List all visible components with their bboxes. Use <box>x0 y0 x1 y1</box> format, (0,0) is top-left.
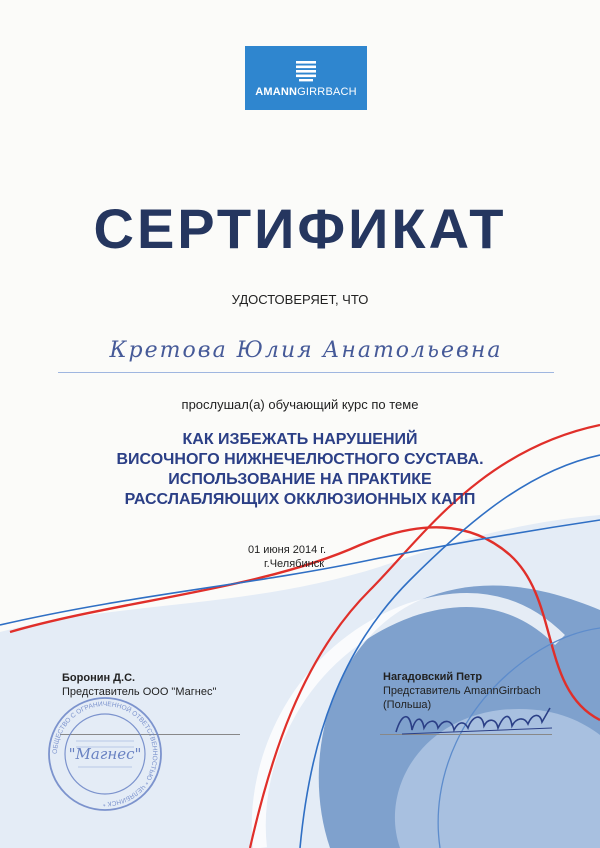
brand-logo <box>245 46 367 110</box>
issue-city: г.Челябинск <box>264 558 325 570</box>
certificate-title: СЕРТИФИКАТ <box>93 197 507 260</box>
course-title-line: ИСПОЛЬЗОВАНИЕ НА ПРАКТИКЕ <box>168 471 432 488</box>
recipient-name: Кретова Юлия Анатольевна <box>109 338 503 363</box>
handwritten-signature <box>392 702 562 742</box>
certifies-text: УДОСТОВЕРЯЕТ, ЧТО <box>231 292 369 307</box>
stamp-center-text: "Магнес" <box>68 745 142 763</box>
signatory-left-name: Боронин Д.С. <box>62 672 136 684</box>
company-stamp <box>46 695 164 813</box>
date-place <box>248 543 326 571</box>
signatory-right-role: Представитель AmannGirrbach <box>383 685 541 697</box>
course-title-line: РАССЛАБЛЯЮЩИХ ОККЛЮЗИОННЫХ КАПП <box>124 491 476 508</box>
logo-mark-icon <box>294 60 318 82</box>
course-intro: прослушал(а) обучающий курс по теме <box>181 397 419 412</box>
signatory-right-country: (Польша) <box>383 699 432 711</box>
issue-date: 01 июня 2014 г. <box>248 544 327 556</box>
signatory-right-name: Нагадовский Петр <box>383 671 483 683</box>
course-title-line: КАК ИЗБЕЖАТЬ НАРУШЕНИЙ <box>182 431 418 448</box>
course-title-line: ВИСОЧНОГО НИЖНЕЧЕЛЮСТНОГО СУСТАВА. <box>116 451 484 468</box>
course-title <box>0 430 600 510</box>
logo-wordmark: AMANNGIRRBACH <box>255 86 357 98</box>
signatory-left-role: Представитель ООО "Магнес" <box>62 686 217 698</box>
recipient-underline <box>58 372 554 373</box>
stamp-ring-text: ОБЩЕСТВО С ОГРАНИЧЕННОЙ ОТВЕТСТВЕННОСТЬЮ * ЧЕЛЯБИНСК * <box>51 700 159 808</box>
